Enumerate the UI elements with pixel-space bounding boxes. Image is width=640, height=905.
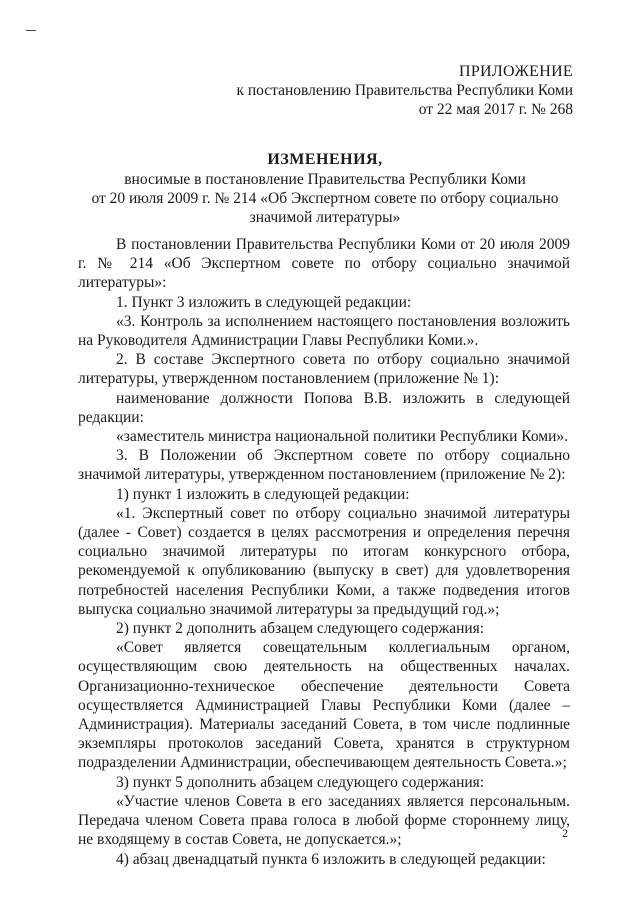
paragraph-subitem-1: 1) пункт 1 изложить в следующей редакции: (116, 485, 410, 503)
paragraph-subitem-3-text: «Участие членов Совета в его заседаниях является персональным. Передача членом Совета права голоса в любой форме стороннему лицу, не входящему в состав Совета, не допускается.»; (78, 792, 570, 849)
paragraph-item-2: 2. В составе Экспертного совета по отбору социально значимой литературы, утвержденном постановлением (приложение № 1): (78, 351, 570, 388)
paragraph-subitem-3: 3) пункт 5 дополнить абзацем следующего содержания: (116, 773, 485, 791)
title-line-2: от 20 июля 2009 г. № 214 «Об Экспертном совете по отбору социально (91, 190, 559, 207)
appendix-resolution-line: к постановлению Правительства Республики Коми (236, 82, 573, 99)
appendix-title: ПРИЛОЖЕНИЕ (458, 63, 573, 80)
scan-mark (26, 30, 36, 31)
paragraph-item-3: 3. В Положении об Экспертном совете по отбору социально значимой литературы, утвержденном постановлением (приложение № 2): (78, 447, 570, 484)
paragraph-intro: В постановлении Правительства Республики Коми от 20 июля 2009 г. № 214 «Об Экспертном совете по отбору социально значимой литературы»: (78, 236, 570, 292)
appendix-header (236, 62, 573, 119)
title-line-3: значимой литературы» (249, 209, 401, 226)
paragraph-item-1-text: «3. Контроль за исполнением настоящего постановления возложить на Руководителя Администрации Главы Республики Коми.». (78, 312, 570, 350)
paragraph-subitem-1-text: «1. Экспертный совет по отбору социально значимой литературы (далее - Совет) создается в целях рассмотрения и определения перечня социально значимой литературы по итогам конкурсного отбора, рекомендуемой к опубликованию (выпуску в свет) для удовлетворения потребностей населения Республики Коми, а также подведения итогов выпуска социально значимой литературы за предыдущий год.»; (78, 504, 570, 618)
page-number: 2 (562, 826, 568, 840)
document-title (70, 150, 580, 227)
paragraph-subitem-4: 4) абзац двенадцатый пункта 6 изложить в следующей редакции: (116, 850, 546, 868)
title-heading: ИЗМЕНЕНИЯ, (267, 151, 383, 168)
paragraph-subitem-2-text: «Совет является совещательным коллегиальным органом, осуществляющим свою деятельность на общественных началах. Организационно-техническое обеспечение деятельности Совета осуществляется Администрацией Главы Республики Коми (далее – Администрация). Материалы заседаний Совета, в том числе подлинные экземпляры протоколов заседаний Совета, хранятся в структурном подразделении Администрации, обеспечивающем деятельность Совета.»; (78, 639, 570, 772)
title-line-1: вносимые в постановление Правительства Республики Коми (124, 171, 526, 188)
paragraph-item-2-position: наименование должности Попова В.В. изложить в следующей редакции: (78, 389, 570, 426)
appendix-date-line: от 22 мая 2017 г. № 268 (418, 101, 573, 118)
paragraph-item-2-text: «заместитель министра национальной политики Республики Коми». (116, 428, 569, 446)
document-body (78, 235, 570, 869)
paragraph-subitem-2: 2) пункт 2 дополнить абзацем следующего содержания: (116, 620, 485, 638)
paragraph-item-1: 1. Пункт 3 изложить в следующей редакции: (116, 293, 412, 311)
